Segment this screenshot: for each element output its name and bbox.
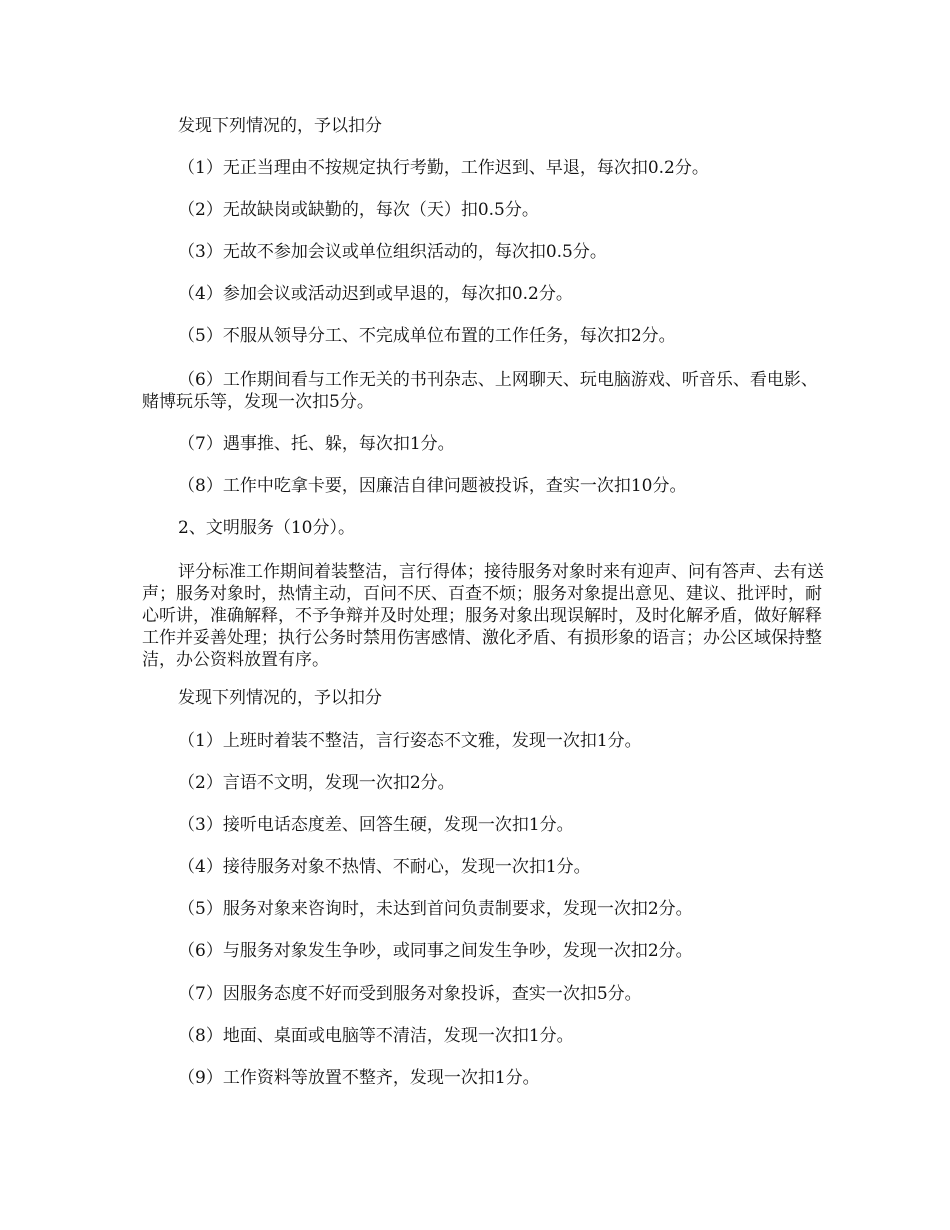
section2-heading: 2、文明服务（10分）。 bbox=[178, 518, 355, 538]
section2-item-5: （5）服务对象来咨询时，未达到首问负责制要求，发现一次扣2分。 bbox=[178, 899, 693, 919]
section2-item-4: （4）接待服务对象不热情、不耐心，发现一次扣1分。 bbox=[178, 857, 591, 877]
section1-intro: 发现下列情况的，予以扣分 bbox=[178, 116, 382, 136]
section1-item-7: （7）遇事推、托、躲，每次扣1分。 bbox=[178, 434, 455, 454]
section2-standard: 评分标准工作期间着装整洁，言行得体；接待服务对象时来有迎声、问有答声、去有送声；服务对象时，热情主动，百问不厌、百查不烦；服务对象提出意见、建议、批评时，耐心听讲，准确解释，不予争辩并及时处理；服务对象出现误解时，及时化解矛盾，做好解释工作并妥善处理；执行公务时禁用伤害感情、激化矛盾、有损形象的语言；办公区域保持整洁，办公资料放置有序。 bbox=[142, 562, 824, 670]
section1-item-2: （2）无故缺岗或缺勤的，每次（天）扣0.5分。 bbox=[178, 200, 539, 220]
section1-item-3: （3）无故不参加会议或单位组织活动的，每次扣0.5分。 bbox=[178, 242, 607, 262]
section2-item-8: （8）地面、桌面或电脑等不清洁，发现一次扣1分。 bbox=[178, 1026, 574, 1046]
section1-item-5: （5）不服从领导分工、不完成单位布置的工作任务，每次扣2分。 bbox=[178, 326, 676, 346]
section2-item-2: （2）言语不文明，发现一次扣2分。 bbox=[178, 773, 455, 793]
section2-item-9: （9）工作资料等放置不整齐，发现一次扣1分。 bbox=[178, 1068, 540, 1088]
section1-item-8: （8）工作中吃拿卡要，因廉洁自律问题被投诉，查实一次扣10分。 bbox=[178, 476, 687, 496]
section1-item-4: （4）参加会议或活动迟到或早退的，每次扣0.2分。 bbox=[178, 284, 573, 304]
section1-item-1: （1）无正当理由不按规定执行考勤，工作迟到、早退，每次扣0.2分。 bbox=[178, 158, 709, 178]
section2-item-6: （6）与服务对象发生争吵，或同事之间发生争吵，发现一次扣2分。 bbox=[178, 941, 693, 961]
section2-item-1: （1）上班时着装不整洁，言行姿态不文雅，发现一次扣1分。 bbox=[178, 731, 642, 751]
section2-intro: 发现下列情况的，予以扣分 bbox=[178, 688, 382, 708]
section1-item-6: （6）工作期间看与工作无关的书刊杂志、上网聊天、玩电脑游戏、听音乐、看电影、赌博玩乐等，发现一次扣5分。 bbox=[142, 370, 818, 412]
section2-item-7: （7）因服务态度不好而受到服务对象投诉，查实一次扣5分。 bbox=[178, 984, 642, 1004]
section2-item-3: （3）接听电话态度差、回答生硬，发现一次扣1分。 bbox=[178, 815, 574, 835]
